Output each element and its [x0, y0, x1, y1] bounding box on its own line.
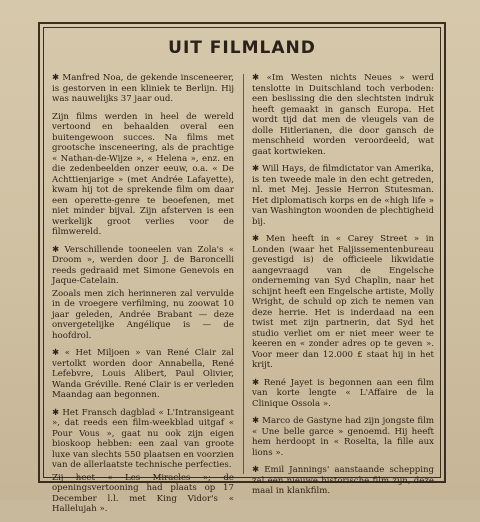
- article-frame: [38, 22, 446, 514]
- paragraph-emil-jannings: ✱ Emil Jannings' aanstaande schepping zal een nieuwe historische film zijn, deze maal in klankfilm.: [252, 465, 434, 496]
- paragraph-manfred-noa: ✱ Manfred Noa, de gekende insceneerer, is gestorven in een kliniek te Berlijn. Hij was nauwelijks 37 jaar oud.: [52, 73, 234, 104]
- paragraph-syd-chaplin: ✱ Men heeft in « Carey Street » in Londen (waar het Faljissementenbureau gevestigd is) de officieele likwidatie aangevraagd van de Engelsche onderneming van Syd Chaplin, naar het schijnt heeft een Engelsche artiste, Molly Wright, de schuld op zich te nemen van deze herrie. Het is inderdaad na een twist met zijn partnerin, dat Syd het studio verliet om er niet meer weer te keeren en « zonder adres op te geven ». Voor meer dan 12.000 £ staat hij in het krijt.: [252, 234, 434, 370]
- article-title: UIT FILMLAND: [168, 38, 316, 58]
- paragraph-marco-de-gastyne: ✱ Marco de Gastyne had zijn jongste film « Une belle garce » genoemd. Hij heeft hem herdoopt in « Roselta, la fille aux lions ».: [252, 416, 434, 458]
- paragraph-brabant: Zooals men zich herinneren zal vervulde in de vroegere verfilming, nu zoowat 10 jaar geleden, Andrée Brabant — deze onvergetelijke Angélique is — de hoofdrol.: [52, 288, 234, 341]
- paragraph-rene-jayet: ✱ René Jayet is begonnen aan een film van korte lengte « L'Affaire de la Clinique Ossola ».: [252, 377, 434, 409]
- paragraph-im-westen: ✱ «Im Westen nichts Neues » werd tenslotte in Duitschland toch verboden: een beslissing die den slechtsten indruk heeft gemaakt in gansch Europa. Het wordt tijd dat men de vleugels van de dolle Hitlerianen, die door gansch de menschheid worden veroordeeld, wat gaat kortwieken.: [252, 73, 434, 157]
- column-divider: [243, 74, 244, 474]
- paragraph-les-miracles: Zij heet « Les Miracles »; de openingsvertooning had plaats op 17 December l.l. met King Vidor's « Hallelujah ».: [52, 472, 234, 514]
- right-column: [252, 73, 434, 504]
- paragraph-zola-droom: ✱ Verschillende tooneelen van Zola's « Droom », werden door J. de Baroncelli reeds gedraaid met Simone Genevois en Jaque-Catelain.: [52, 244, 234, 286]
- paragraph-intransigeant: ✱ Het Fransch dagblad « L'Intransigeant », dat reeds een film-weekblad uitgaf « Pour Vous », gaat nu ook zijn eigen bioskoop hebben: een zaal van groote luxe van slechts 550 plaatsen en voorzien van de allerlaatste technische perfecties.: [52, 407, 234, 470]
- paragraph-het-miljoen: ✱ « Het Miljoen » van René Clair zal vertolkt worden door Annabella, René Lefebvre, Louis Alibert, Paul Olivier, Wanda Gréville. René Clair is er verleden Maandag aan begonnen.: [52, 348, 234, 400]
- paragraph-noa-career: Zijn films werden in heel de wereld vertoond en behaalden overal een buitengewoon succes. Na films met grootsche insceneering, als de prachtige « Nathan-de-Wijze », « Helena », enz. en die zedenbeelden onzer eeuw, o.a. « De Achttienjarige » (met Andrée Lafayette), kwam hij tot de sprekende film om daar een operette-genre te beoefenen, met niet minder bijval. Zijn afsterven is een werkelijk groot verlies voor de filmwereld.: [52, 111, 234, 237]
- left-column: [52, 73, 234, 522]
- paragraph-will-hays: ✱ Will Hays, de filmdictator van Amerika, is ten tweede male in den echt getreden, nl. met Mej. Jessie Herron Stutesman. Het diplomatisch korps en de «high life » van Washington woonden de plechtigheid bij.: [252, 164, 434, 227]
